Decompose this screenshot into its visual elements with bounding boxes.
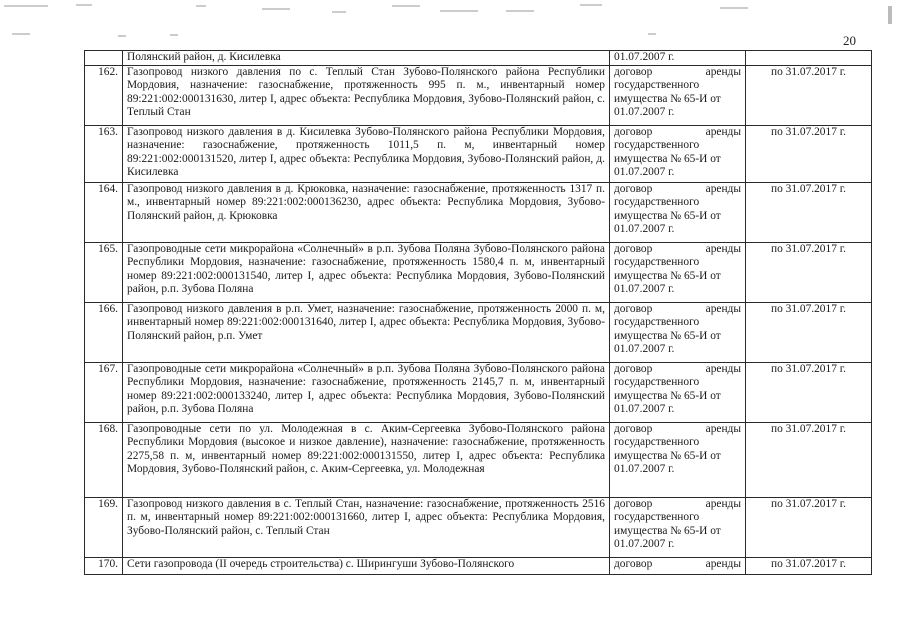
basis-line: 01.07.2007 г. bbox=[614, 165, 675, 178]
basis-line: договор аренды bbox=[614, 498, 741, 510]
table-row bbox=[85, 303, 872, 363]
row-term: по 31.07.2017 г. bbox=[746, 66, 872, 126]
basis-line: имущества № 65-И от bbox=[614, 92, 721, 105]
row-basis bbox=[610, 303, 746, 363]
basis-line: имущества № 65-И от bbox=[614, 152, 721, 165]
scan-edge-mark bbox=[888, 6, 892, 24]
basis-line: договор аренды bbox=[614, 243, 741, 255]
row-number: 170. bbox=[85, 558, 123, 575]
row-term: по 31.07.2017 г. bbox=[746, 183, 872, 243]
row-term: по 31.07.2017 г. bbox=[746, 126, 872, 183]
basis-line: имущества № 65-И от bbox=[614, 449, 721, 462]
basis-line: государственного bbox=[614, 511, 700, 524]
basis-line: договор аренды bbox=[614, 66, 741, 78]
basis-line: имущества № 65-И от bbox=[614, 329, 721, 342]
basis-line: государственного bbox=[614, 436, 700, 449]
row-number: 164. bbox=[85, 183, 123, 243]
row-description: Сети газопровода (II очередь строительства) с. Ширингуши Зубово-Полянского bbox=[123, 558, 610, 575]
row-basis bbox=[610, 183, 746, 243]
table-row bbox=[85, 126, 872, 183]
row-number: 165. bbox=[85, 243, 123, 303]
property-registry-table bbox=[84, 50, 872, 575]
table-row bbox=[85, 183, 872, 243]
row-description: Газопровод низкого давления в д. Крюковка, назначение: газоснабжение, протяженность 1317 п. м., инвентарный номер 89:221:002:000136230, адрес объекта: Республика Мордовия, Зубово-Полянский район, д. Крюковка bbox=[123, 183, 610, 243]
table-row bbox=[85, 243, 872, 303]
row-description: Газопровод низкого давления в д. Кисилевка Зубово-Полянского района Республики Мордовия, назначение: газоснабжение, протяженность 1011,5 п. м, инвентарный номер 89:221:002:000131520, литер I, адрес объекта: Республика Мордовия, Зубово-Полянский район, д. Кисилевка bbox=[123, 126, 610, 183]
basis-line: 01.07.2007 г. bbox=[614, 222, 675, 235]
basis-line: 01.07.2007 г. bbox=[614, 402, 675, 415]
continued-row bbox=[85, 51, 872, 66]
row-term: по 31.07.2017 г. bbox=[746, 303, 872, 363]
basis-line: государственного bbox=[614, 376, 700, 389]
basis-line: договор аренды bbox=[614, 126, 741, 138]
row-number: 167. bbox=[85, 363, 123, 423]
table-row bbox=[85, 66, 872, 126]
basis-line: 01.07.2007 г. bbox=[614, 282, 675, 295]
row-number: 169. bbox=[85, 498, 123, 558]
page-number: 20 bbox=[843, 33, 856, 48]
basis-line: имущества № 65-И от bbox=[614, 209, 721, 222]
basis-line: 01.07.2007 г. bbox=[614, 537, 675, 550]
basis-line: договор аренды bbox=[614, 423, 741, 435]
basis-line: имущества № 65-И от bbox=[614, 269, 721, 282]
basis-line: имущества № 65-И от bbox=[614, 524, 721, 537]
basis-line: договор аренды bbox=[614, 558, 741, 570]
row-description: Газопроводные сети микрорайона «Солнечный» в р.п. Зубова Поляна Зубово-Полянского района Республики Мордовия, назначение: газоснабжение, протяженность 2145,7 п. м, инвентарный номер 89:221:002:000133240, литер I, адрес объекта: Республика Мордовия, Зубово-Полянский район, р.п. Зубова Поляна bbox=[123, 363, 610, 423]
row-term: по 31.07.2017 г. bbox=[746, 243, 872, 303]
row-description: Газопровод низкого давления в р.п. Умет, назначение: газоснабжение, протяженность 2000 п. м, инвентарный номер 89:221:002:000131640, литер I, адрес объекта: Республика Мордовия, Зубово-Полянский район, р.п. Умет bbox=[123, 303, 610, 363]
basis-line: государственного bbox=[614, 196, 700, 209]
scan-artifacts bbox=[0, 0, 905, 40]
row-term: по 31.07.2017 г. bbox=[746, 498, 872, 558]
basis-line: договор аренды bbox=[614, 183, 741, 195]
row-basis bbox=[610, 126, 746, 183]
row-basis bbox=[610, 498, 746, 558]
row-term: по 31.07.2017 г. bbox=[746, 363, 872, 423]
basis-line: имущества № 65-И от bbox=[614, 389, 721, 402]
basis-line: государственного bbox=[614, 79, 700, 92]
row-term: по 31.07.2017 г. bbox=[746, 558, 872, 575]
row-basis: 01.07.2007 г. bbox=[610, 51, 746, 66]
basis-line: государственного bbox=[614, 316, 700, 329]
basis-line: договор аренды bbox=[614, 363, 741, 375]
row-basis bbox=[610, 66, 746, 126]
table-row bbox=[85, 498, 872, 558]
basis-line: договор аренды bbox=[614, 303, 741, 315]
row-description: Газопровод низкого давления по с. Теплый Стан Зубово-Полянского района Республики Мордовия, назначение: газоснабжение, протяженность 995 п. м., инвентарный номер 89:221:002:000131630, литер I, адрес объекта: Республика Мордовия, Зубово-Полянский район, с. Теплый Стан bbox=[123, 66, 610, 126]
row-term bbox=[746, 51, 872, 66]
row-basis bbox=[610, 558, 746, 575]
table-row bbox=[85, 363, 872, 423]
row-description: Газопроводные сети микрорайона «Солнечный» в р.п. Зубова Поляна Зубово-Полянского района Республики Мордовия, назначение: газоснабжение, протяженность 1580,4 п. м, инвентарный номер 89:221:002:000131540, литер I, адрес объекта: Республика Мордовия, Зубово-Полянский район, р.п. Зубова Поляна bbox=[123, 243, 610, 303]
row-number: 162. bbox=[85, 66, 123, 126]
row-basis bbox=[610, 363, 746, 423]
row-term: по 31.07.2017 г. bbox=[746, 423, 872, 498]
row-number: 163. bbox=[85, 126, 123, 183]
row-basis bbox=[610, 243, 746, 303]
row-description: Газопроводные сети по ул. Молодежная в с. Аким-Сергеевка Зубово-Полянского района Республики Мордовия (высокое и низкое давление), назначение: газоснабжение, протяженность 2275,58 п. м, инвентарный номер 89:221:002:000131550, литер I, адрес объекта: Республика Мордовия, Зубово-Полянский район, с. Аким-Сергеевка, ул. Молодежная bbox=[123, 423, 610, 498]
basis-line: государственного bbox=[614, 139, 700, 152]
table-row bbox=[85, 423, 872, 498]
row-number: 168. bbox=[85, 423, 123, 498]
basis-line: 01.07.2007 г. bbox=[614, 462, 675, 475]
row-number: 166. bbox=[85, 303, 123, 363]
row-description: Полянский район, д. Кисилевка bbox=[123, 51, 610, 66]
basis-line: государственного bbox=[614, 256, 700, 269]
row-number bbox=[85, 51, 123, 66]
basis-line: 01.07.2007 г. bbox=[614, 105, 675, 118]
row-basis bbox=[610, 423, 746, 498]
basis-line: 01.07.2007 г. bbox=[614, 342, 675, 355]
table-row bbox=[85, 558, 872, 575]
row-description: Газопровод низкого давления в с. Теплый Стан, назначение: газоснабжение, протяженность 2516 п. м, инвентарный номер 89:221:002:000131660, литер I, адрес объекта: Республика Мордовия, Зубово-Полянский район, с. Теплый Стан bbox=[123, 498, 610, 558]
